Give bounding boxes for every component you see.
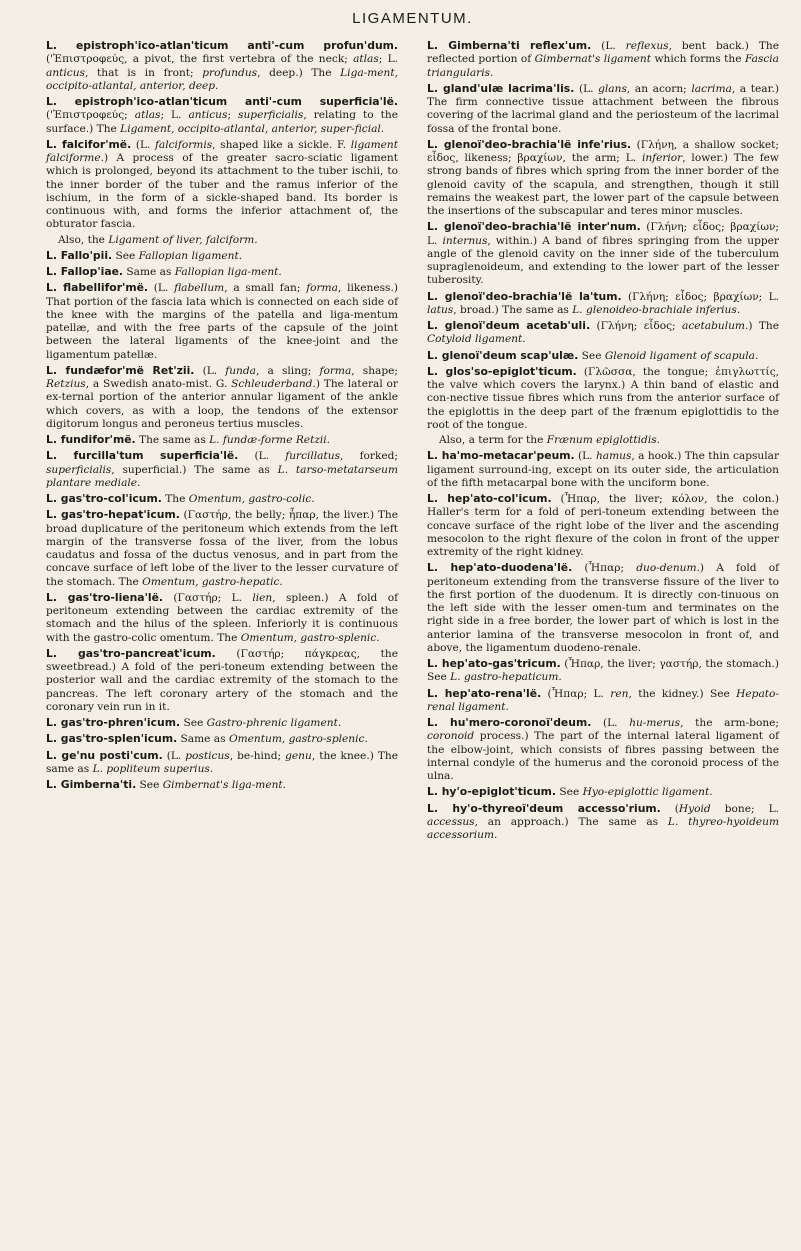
headword: L. glenoï'deo-brachia'lë infe'rius. [427, 137, 632, 151]
entry-text: See [180, 717, 207, 729]
headword: L. hy'o-thyreoï'deum accesso'rium. [427, 801, 661, 815]
italic-text: Fallopian ligament. [138, 249, 243, 262]
italic-text: hamus [595, 450, 632, 463]
dictionary-entry [46, 508, 398, 589]
dictionary-entry [46, 492, 398, 506]
entry-text: Also, a term for the [439, 434, 547, 446]
entry-text: , the arm-bone; [680, 717, 779, 729]
italic-text: L. thyreo-hyoideum accessorium. [427, 815, 779, 841]
headword: L. glos'so-epiglot'ticum. [427, 364, 577, 378]
entry-text: , a sling; [255, 364, 320, 377]
headword: L. falcifor'më. [46, 137, 132, 151]
italic-text: Glenoid ligament of scapula. [604, 349, 759, 362]
italic-text: forma [306, 282, 338, 295]
entry-text: ; [227, 109, 239, 122]
entry-text: ; L. [378, 53, 398, 66]
italic-text: duo-denum. [636, 562, 700, 575]
headword: L. ge'nu posti'cum. [46, 748, 163, 762]
italic-text: Gimbernat's liga-ment. [162, 779, 287, 791]
entry-text: , that is in front; [84, 66, 203, 79]
dictionary-entry [427, 39, 779, 80]
italic-text: L. fundæ-forme Retzii. [209, 434, 331, 446]
entry-text: See [112, 249, 139, 262]
entry-text: , the kidney.) See [628, 687, 737, 700]
italic-text: falciformis [154, 138, 213, 151]
dictionary-entry [427, 290, 779, 318]
italic-text: accessus [427, 815, 475, 828]
italic-text: Hyoid [678, 802, 711, 815]
entry-text: , spleen.) A fold of peritoneum extending between the cardiac extremity of the stomach and the hilus of the spleen. Inferiorly it is continuous with the gastro-colic omentum. The [46, 591, 398, 644]
entry-text: , a hook.) The thin capsular ligament surround-ing, except on its outer side, the articulation of the fifth metacarpal bone with the unciform bone. [427, 450, 780, 489]
dictionary-entry [46, 433, 398, 447]
italic-text: Omentum, gastro-hepatic. [142, 575, 283, 588]
italic-text: funda [225, 364, 256, 377]
entry-text: , bent back.) The reflected portion of [427, 40, 779, 66]
entry-text: (Γλήνη; εἶδος; βραχίων; L. [621, 290, 779, 303]
italic-text: Fallopian liga-ment. [174, 266, 282, 278]
italic-text: Schleuderband. [231, 378, 316, 390]
dictionary-entry [46, 281, 398, 362]
italic-text: anticus [188, 109, 228, 122]
headword: L. gas'tro-pancreat'icum. [46, 646, 216, 660]
entry-text: (L. [131, 138, 155, 151]
dictionary-entry [427, 716, 779, 783]
headword: L. hu'mero-coronoï'deum. [427, 716, 592, 729]
entry-text: , within.) A band of fibres springing from the upper angle of the glenoid cavity on the inner side of the tuberculum supraglenoideum, and extending to the lower part of the lesser tuberosity. [427, 234, 779, 287]
italic-text: atlas [134, 109, 161, 122]
dictionary-entry [46, 249, 398, 263]
italic-text: Omentum, gastro-splenic. [240, 631, 380, 644]
headword: L. glenoï'deum scap'ulæ. [427, 348, 579, 362]
columns [46, 39, 779, 844]
headword: L. fundæfor'më Ret'zii. [46, 363, 195, 377]
entry-text: Same as [123, 266, 175, 278]
italic-text: Omentum, gastro-splenic. [228, 733, 368, 746]
italic-text: furcillatus [285, 450, 341, 463]
entry-text: (Ἧπαρ; [572, 562, 637, 575]
italic-text: superficialis [238, 109, 304, 122]
entry-text: See [556, 786, 583, 799]
headword: L. gas'tro-phren'icum. [46, 716, 181, 729]
entry-text: (L. [574, 450, 596, 463]
dictionary-entry [46, 591, 398, 645]
italic-text: Omentum, gastro-colic. [188, 493, 315, 505]
headword: L. glenoï'deo-brachia'lë la'tum. [427, 289, 622, 303]
entry-text: ( [660, 802, 679, 815]
entry-text: (Γαστήρ; πάγκρεας, the sweetbread.) A fold of the peri-toneum extending between the posterior wall and the cardiac extremity of the stomach to the pancreas. The left coronary artery of the stomach and the coronary vein run in it. [46, 647, 398, 713]
dictionary-entry [46, 95, 398, 136]
entry-text: (L. [238, 450, 286, 463]
right-column [427, 39, 779, 844]
italic-text: profundus [202, 66, 258, 79]
headword: L. hep'ato-duodena'lë. [427, 561, 573, 575]
running-head: LIGAMENTUM. [352, 10, 473, 27]
italic-text: Gastro-phrenic ligament. [206, 717, 342, 729]
italic-text: Hyo-epiglottic ligament. [582, 786, 713, 799]
entry-text: The [161, 493, 189, 505]
italic-text: lacrima [691, 82, 732, 95]
headword: L. hep'ato-gas'tricum. [427, 657, 561, 670]
entry-continuation [46, 234, 398, 247]
headword: L. Gimberna'ti reflex'um. [427, 39, 592, 52]
headword: L. epistroph'ico-atlan'ticum anti'-cum superficia'lë. [46, 95, 398, 108]
entry-text: , an acorn; [626, 82, 692, 95]
headword: L. hy'o-epiglot'ticum. [427, 785, 557, 799]
italic-text: Liga-ment, occipito-atlantal, anterior, deep. [46, 66, 399, 92]
italic-text: coronoid [427, 730, 475, 743]
italic-text: Cotyloid ligament. [427, 333, 526, 346]
entry-text: (L. [194, 364, 226, 377]
italic-text: Gimbernat's ligament [534, 53, 652, 66]
italic-text: hu-merus [629, 717, 681, 729]
headword: L. Gimberna'ti. [46, 778, 137, 791]
entry-text: process.) The part of the internal lateral ligament of the elbow-joint, which consists of fibres passing between the internal condyle of the humerus and the coronoid process of the ulna. [427, 730, 779, 782]
dictionary-entry [46, 265, 398, 279]
italic-text: L. tarso-metatarseum plantare mediale. [46, 463, 398, 489]
entry-text: (Ἧπαρ, the liver; γαστήρ, the stomach.) See [427, 658, 779, 684]
dictionary-entry [427, 319, 779, 347]
italic-text: internus [442, 234, 488, 247]
italic-text: Frænum epiglottidis. [546, 434, 661, 446]
dictionary-entry [427, 138, 779, 219]
entry-text: Same as [177, 733, 229, 746]
headword: L. glenoï'deum acetab'uli. [427, 319, 591, 332]
italic-text: acetabulum. [682, 320, 749, 332]
headword: L. hep'ato-col'icum. [427, 492, 552, 505]
entry-text: Also, the [58, 233, 109, 246]
italic-text: L. gastro-hepaticum. [450, 671, 562, 684]
dictionary-entry [46, 716, 398, 730]
entry-text: , likeness.) That portion of the fascia lata which is connected on each side of the knee with the margins of the patella and liga-mentum patellæ, and with the free parts of the capsule of the joint between the lateral ligaments of the knee-joint and the ligamentum patellæ. [46, 282, 398, 361]
entry-text: ) A fold of peritoneum extending from the transverse fissure of the liver to the first portion of the duodenum. It is directly con-tinuous on the left side with the lesser omen-tum and terminates on the right side in a free border, the lower part of which is lost in the anterior lamina of the transverse mesocolon in front of, and above, the ligamentum duodeno-renale. [427, 562, 779, 654]
dictionary-entry [427, 365, 779, 432]
headword: L. Fallo'pii. [46, 248, 113, 262]
entry-continuation [427, 434, 779, 447]
dictionary-entry [46, 449, 398, 490]
entry-text: (L. [574, 82, 599, 95]
dictionary-entry [427, 802, 779, 843]
dictionary-entry [46, 138, 398, 232]
headword: L. gas'tro-liena'lë. [46, 590, 163, 604]
italic-text: L. glenoideo-brachiale inferius. [572, 303, 741, 316]
left-column [46, 39, 398, 794]
italic-text: ligament falciforme [46, 138, 398, 164]
italic-text: Ligament, occipito-atlantal, anterior, super-ficial. [120, 122, 385, 135]
entry-text: See [136, 779, 163, 791]
dictionary-entry [427, 449, 779, 490]
dictionary-entry [46, 732, 398, 746]
dictionary-entry [46, 647, 398, 714]
entry-text: , the knee.) The same as [46, 749, 398, 775]
headword: L. gas'tro-hepat'icum. [46, 508, 180, 522]
entry-text: , shape; [351, 364, 398, 377]
italic-text: atlas [353, 53, 379, 66]
italic-text: anticus [46, 66, 85, 79]
entry-text: (L. [162, 749, 186, 762]
italic-text: Hepato-renal ligament. [427, 687, 779, 713]
entry-text: ('Ἐπιστροφεύς, a pivot, the first vertebra of the neck; [46, 53, 354, 66]
entry-text: ; L. [160, 109, 189, 122]
entry-text: , an approach.) The same as [474, 815, 668, 828]
dictionary-entry [46, 39, 398, 93]
entry-text: (Ἧπαρ, the liver; κόλον, the colon.) Haller's term for a fold of peri-toneum extending between the concave surface of the right lobe of the liver and the ascending mesocolon to the right flexure of the colon in front of the upper extremity of the right kidney. [427, 493, 779, 558]
italic-text: forma [319, 364, 352, 377]
entry-text: .) A process of the greater sacro-sciatic ligament which is prolonged, beyond its attachment to the tuber ischii, to the inner border of the tuber and the ramus inferior of the ischium, in the form of a sickle-shaped band. Its border is continuous with, and forms the inferior attachment of, the obturator fascia. [46, 152, 398, 231]
entry-text: (L. [591, 40, 626, 52]
entry-text: , forked; [340, 450, 398, 463]
italic-text: superficialis [46, 463, 112, 476]
entry-text: ) The lateral or ex-ternal portion of the anterior annular ligament of the ankle which covers, as with a loop, the tendons of the extensor digitorum longus and peroneus tertius muscles. [46, 378, 398, 430]
headword: L. epistroph'ico-atlan'ticum anti'-cum profun'dum. [46, 39, 398, 52]
entry-text: (Γλῶσσα, the tongue; ἐπιγλωττίς, the valve which covers the larynx.) A thin band of elastic and con-nective tissue fibres which runs from the anterior surface of the epiglottis in the deep part of the frænum epiglottidis to the root of the tongue. [427, 365, 780, 431]
entry-text: The same as [135, 434, 210, 446]
headword: L. ha'mo-metacar'peum. [427, 449, 575, 463]
italic-text: latus [427, 303, 454, 316]
entry-text: , lower.) The few strong bands of fibres which spring from the inner border of the glenoid cavity of the scapula, and strengthen, though it still remains the weakest part, the lower part of the capsule between the insertions of the subscapular and teres minor muscles. [427, 152, 779, 217]
headword: L. flabellifor'më. [46, 281, 149, 295]
italic-text: reflexus [625, 40, 669, 52]
entry-text: (L. [148, 282, 175, 295]
entry-text: , a Swedish anato-mist. G. [85, 378, 232, 390]
entry-text: ('Ἐπιστροφεύς; [46, 109, 135, 122]
headword: L. gas'tro-col'icum. [46, 492, 162, 505]
entry-text: (Γλήνη, a shallow socket; εἶδος, likeness; βραχίων, the arm; L. [427, 138, 779, 164]
entry-text: ) The [748, 320, 779, 332]
headword: L. gland'ulæ lacrima'lis. [427, 81, 575, 95]
dictionary-entry [46, 364, 398, 431]
entry-text: , broad.) The same as [453, 303, 573, 316]
italic-text: lien [252, 591, 273, 604]
italic-text: glans [598, 82, 627, 95]
italic-text: Retzius [46, 378, 86, 390]
entry-text: , relating to the surface.) The [46, 109, 398, 135]
italic-text: Fascia triangularis. [427, 53, 779, 79]
headword: L. furcilla'tum superficia'lë. [46, 449, 239, 463]
entry-text: bone; L. [710, 802, 779, 815]
headword: L. Fallop'iae. [46, 265, 124, 278]
entry-text: , shaped like a sickle. F. [212, 138, 351, 151]
entry-text: (Γαστήρ; L. [163, 591, 253, 604]
dictionary-entry [46, 778, 398, 792]
entry-text: , superficial.) The same as [111, 463, 278, 476]
italic-text: Ligament of liver, falciform. [108, 233, 258, 246]
dictionary-entry [46, 749, 398, 777]
entry-text: (Γλήνη; εἶδος; [590, 320, 682, 332]
entry-text: (L. [591, 717, 630, 729]
entry-text: See [578, 349, 605, 362]
dictionary-entry [427, 82, 779, 136]
dictionary-entry [427, 220, 779, 287]
dictionary-entry [427, 785, 779, 799]
dictionary-entry [427, 657, 779, 685]
italic-text: flabellum [174, 282, 225, 295]
headword: L. glenoï'deo-brachia'lë inter'num. [427, 220, 641, 234]
entry-text: which forms the [651, 53, 745, 66]
entry-text: (Ἧπαρ; L. [541, 687, 611, 700]
headword: L. hep'ato-rena'lë. [427, 686, 542, 700]
entry-text: (Γλήνη; εἶδος; βραχίων; L. [427, 221, 779, 247]
dictionary-entry [427, 687, 779, 715]
italic-text: inferior [641, 152, 683, 164]
dictionary-entry [427, 561, 779, 655]
italic-text: genu [285, 749, 312, 762]
dictionary-entry [427, 492, 779, 559]
entry-text: , deep.) The [257, 66, 341, 79]
dictionary-entry [427, 349, 779, 363]
headword: L. gas'tro-splen'icum. [46, 732, 178, 746]
entry-text: , a tear.) The firm connective tissue attachment between the fibrous covering of the lacrimal gland and the periosteum of the lacrimal fossa of the frontal bone. [427, 82, 779, 135]
italic-text: L. popliteum superius. [92, 762, 214, 775]
entry-text: , a small fan; [224, 282, 307, 295]
entry-text: , be-hind; [229, 749, 286, 762]
italic-text: ren [610, 687, 629, 700]
headword: L. fundifor'më. [46, 433, 136, 446]
italic-text: posticus [185, 749, 230, 762]
entry-text: (Γαστήρ, the belly; ἧπαρ, the liver.) The broad duplicature of the peritoneum which extends from the left margin of the transverse fossa of the liver, from the lobus caudatus and fossa of the ductus venosus, and in part from the concave surface of left lobe of the liver to the lesser curvature of the stomach. The [46, 509, 398, 588]
